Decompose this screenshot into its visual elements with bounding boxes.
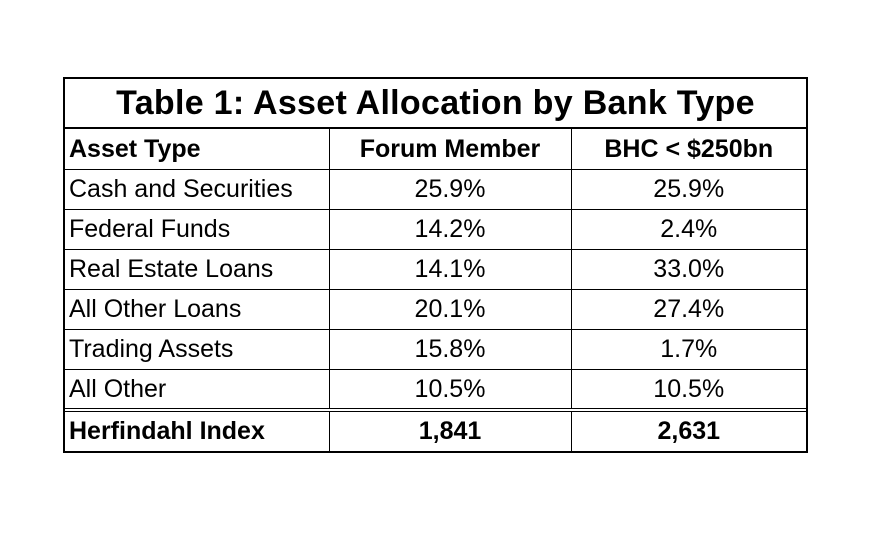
footer-row [65,410,806,451]
row-label: Federal Funds [65,209,329,249]
forum-member-value: 25.9% [329,169,571,209]
forum-member-value: 20.1% [329,289,571,329]
table-row [65,169,806,209]
forum-member-value: 15.8% [329,329,571,369]
data-grid [65,129,806,451]
table-row [65,209,806,249]
row-label: Cash and Securities [65,169,329,209]
bhc-value: 2.4% [571,209,806,249]
table-row [65,329,806,369]
bhc-value: 1.7% [571,329,806,369]
footer-bhc-value: 2,631 [657,417,721,445]
header-row [65,129,806,169]
bhc-value: 25.9% [571,169,806,209]
header-asset-type: Asset Type [65,129,329,169]
row-label: All Other Loans [65,289,329,329]
forum-member-value: 14.2% [329,209,571,249]
forum-member-value: 14.1% [329,249,571,289]
bhc-value: 10.5% [571,369,806,410]
table-row [65,249,806,289]
bhc-value: 33.0% [571,249,806,289]
footer-forum-member-value: 1,841 [329,410,571,451]
row-label: All Other [65,369,329,410]
table-row [65,289,806,329]
footer-label: Herfindahl Index [65,410,329,451]
bhc-value: 27.4% [571,289,806,329]
table-row [65,369,806,410]
forum-member-value: 10.5% [329,369,571,410]
row-label: Real Estate Loans [65,249,329,289]
header-bhc: BHC < $250bn [571,129,806,169]
table-title: Table 1: Asset Allocation by Bank Type [65,79,806,129]
row-label: Trading Assets [65,329,329,369]
header-forum-member: Forum Member [329,129,571,169]
asset-allocation-table [63,77,808,453]
